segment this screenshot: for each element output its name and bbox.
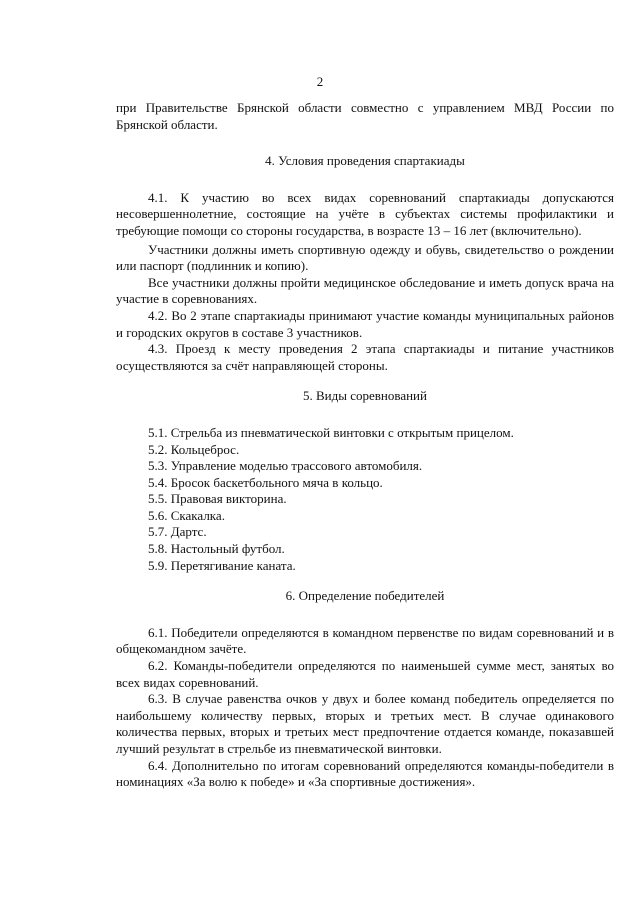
list-item: 5.5. Правовая викторина. bbox=[148, 491, 287, 507]
paragraph-4-2: 4.2. Во 2 этапе спартакиады принимают участие команды муниципальных районов и городских округов в составе 3 участников. bbox=[116, 307, 614, 340]
page-number: 2 bbox=[316, 74, 324, 89]
list-item: 5.2. Кольцеброс. bbox=[148, 441, 240, 457]
list-item: 5.3. Управление моделью трассового автомобиля. bbox=[148, 458, 423, 474]
list-item: 5.9. Перетягивание каната. bbox=[148, 557, 296, 573]
competition-list bbox=[116, 425, 614, 574]
document-body bbox=[116, 100, 614, 791]
section-6-heading: 6. Определение победителей bbox=[285, 588, 445, 604]
list-item: 5.7. Дартс. bbox=[148, 524, 207, 540]
list-item: 5.8. Настольный футбол. bbox=[148, 541, 285, 557]
section-4-heading: 4. Условия проведения спартакиады bbox=[265, 153, 465, 169]
list-item: 5.4. Бросок баскетбольного мяча в кольцо. bbox=[148, 474, 383, 490]
paragraph-4-3: 4.3. Проезд к месту проведения 2 этапа спартакиады и питание участников осуществляются за счёт направляющей стороны. bbox=[116, 341, 614, 373]
paragraph-4-1-medical: Все участники должны пройти медицинское обследование и иметь допуск врача на участие в соревнованиях. bbox=[116, 274, 614, 307]
paragraph-4-1-clothing: Участники должны иметь спортивную одежду и обувь, свидетельство о рождении или паспорт (подлинник и копию). bbox=[116, 241, 614, 274]
paragraph-6-3: 6.3. В случае равенства очков у двух и более команд победитель определяется по наибольшему количеству первых, вторых и третьих мест. В случае одинакового количества первых, вторых и третьих мест предпочтение отдается команде, показавшей лучший результат в стрельбе из пневматической винтовки. bbox=[116, 691, 614, 756]
paragraph-6-2: 6.2. Команды-победители определяются по наименьшей сумме мест, занятых во всех видах соревнований. bbox=[116, 658, 614, 690]
paragraph-6-1: 6.1. Победители определяются в командном первенстве по видам соревнований и в общекомандном зачёте. bbox=[116, 624, 614, 657]
paragraph-6-4: 6.4. Дополнительно по итогам соревнований определяются команды-победители в номинациях «За волю к победе» и «За спортивные достижения». bbox=[116, 757, 614, 790]
list-item: 5.1. Стрельба из пневматической винтовки с открытым прицелом. bbox=[148, 424, 514, 440]
list-item: 5.6. Скакалка. bbox=[148, 507, 225, 523]
paragraph-4-1: 4.1. К участию во всех видах соревнований спартакиады допускаются несовершеннолетние, состоящие на учёте в субъектах системы профилактики и требующие помощи со стороны государства, в возрасте 13 – 16 лет (включительно). bbox=[116, 189, 614, 238]
section-5-heading: 5. Виды соревнований bbox=[303, 388, 427, 404]
intro-paragraph: при Правительстве Брянской области совместно с управлением МВД России по Брянской области. bbox=[116, 100, 614, 132]
